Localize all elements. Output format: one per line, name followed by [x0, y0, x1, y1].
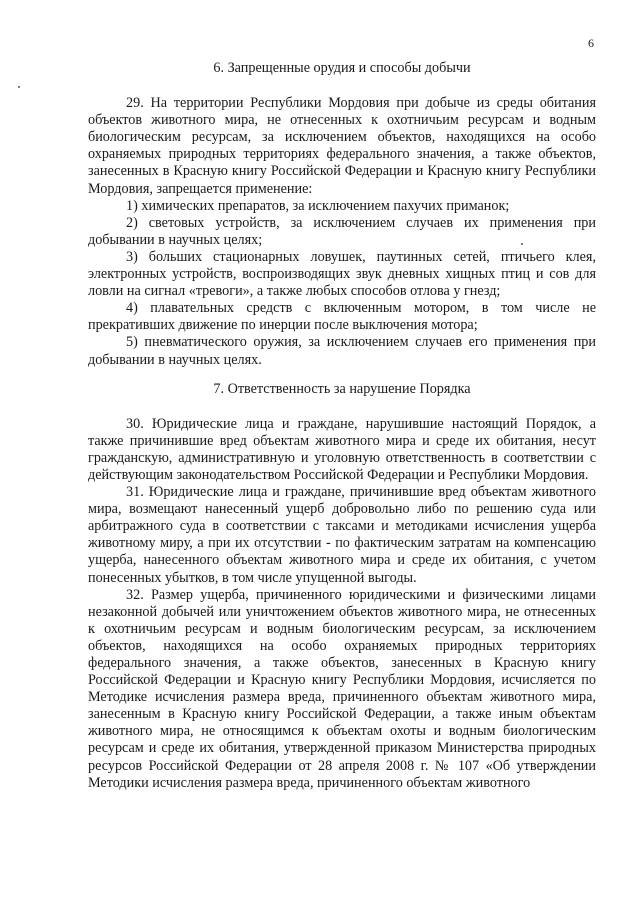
section-7-heading: 7. Ответственность за нарушение Порядка: [213, 380, 471, 397]
paragraph-32: 32. Размер ущерба, причиненного юридическими и физическими лицами незаконной добычей или уничтожением объектов животного мира, не отнесенных к охотничьим ресурсам и водным биологическим ресурсам, за исключением объектов, находящихся на особо охраняемых природных территориях федерального значения, а также объектов, занесенных в Красную книгу Российской Федерации и Красную книгу Республики Мордовия, исчисляется по Методике исчисления размера вреда, причиненного объектам животного мира, занесенным в Красную книгу Российской Федерации, а также иным объектам животного мира, не относящимся к объектам охоты и водным биологическим ресурсам и среде их обитания, утвержденной приказом Министерства природных ресурсов Российской Федерации от 28 апреля 2008 г. № 107 «Об утверждении Методики исчисления размера вреда, причиненного объектам животного: [88, 586, 596, 791]
paragraph-30: 30. Юридические лица и граждане, нарушившие настоящий Порядок, а также причинившие вред объектам животного мира и среде их обитания, несут гражданскую, административную и уголовную ответственность в соответствии с действующим законодательством Российской Федерации и Республики Мордовия.: [88, 415, 596, 483]
list-item-5: 5) пневматического оружия, за исключением случаев его применения при добывании в научных целях.: [88, 334, 596, 368]
list-item-2: 2) световых устройств, за исключением случаев их применения при добывании в научных целях;: [88, 214, 596, 248]
paragraph-29: 29. На территории Республики Мордовия при добыче из среды обитания объектов животного мира, не отнесенных к охотничьим ресурсам и водным биологическим ресурсам, за исключением объектов, находящихся на особо охраняемых природных территориях федерального значения, а также объектов, занесенных в Красную книгу Российской Федерации и Красную книгу Республики Мордовия, запрещается применение:: [88, 95, 596, 197]
document-body: [88, 56, 596, 792]
page-number: 6: [588, 36, 594, 50]
list-item-3: 3) больших стационарных ловушек, паутинных сетей, птичьего клея, электронных устройств, воспроизводящих звук дневных хищных птиц и сов для ловли на сигнал «тревоги», а также любых способов отлова у гнезд;: [88, 248, 596, 300]
section-6-heading: 6. Запрещенные орудия и способы добычи: [213, 60, 471, 76]
list-item-4: 4) плавательных средств с включенным мотором, в том числе не прекративших движение по инерции после выключения мотора;: [88, 300, 596, 334]
list-item-1: 1) химических препаратов, за исключением пахучих приманок;: [126, 197, 510, 214]
paragraph-31: 31. Юридические лица и граждане, причинившие вред объектам животного мира, возмещают нанесенный ущерб добровольно либо по решению суда или арбитражного суда в соответствии с таксами и методиками исчисления ущерба животному миру, а при их отсутствии - по фактическим затратам на компенсацию ущерба, нанесенного объектам животного мира и среде их обитания, с учетом понесенных убытков, в том числе упущенной выгоды.: [88, 484, 596, 586]
scan-speck: [18, 86, 20, 88]
